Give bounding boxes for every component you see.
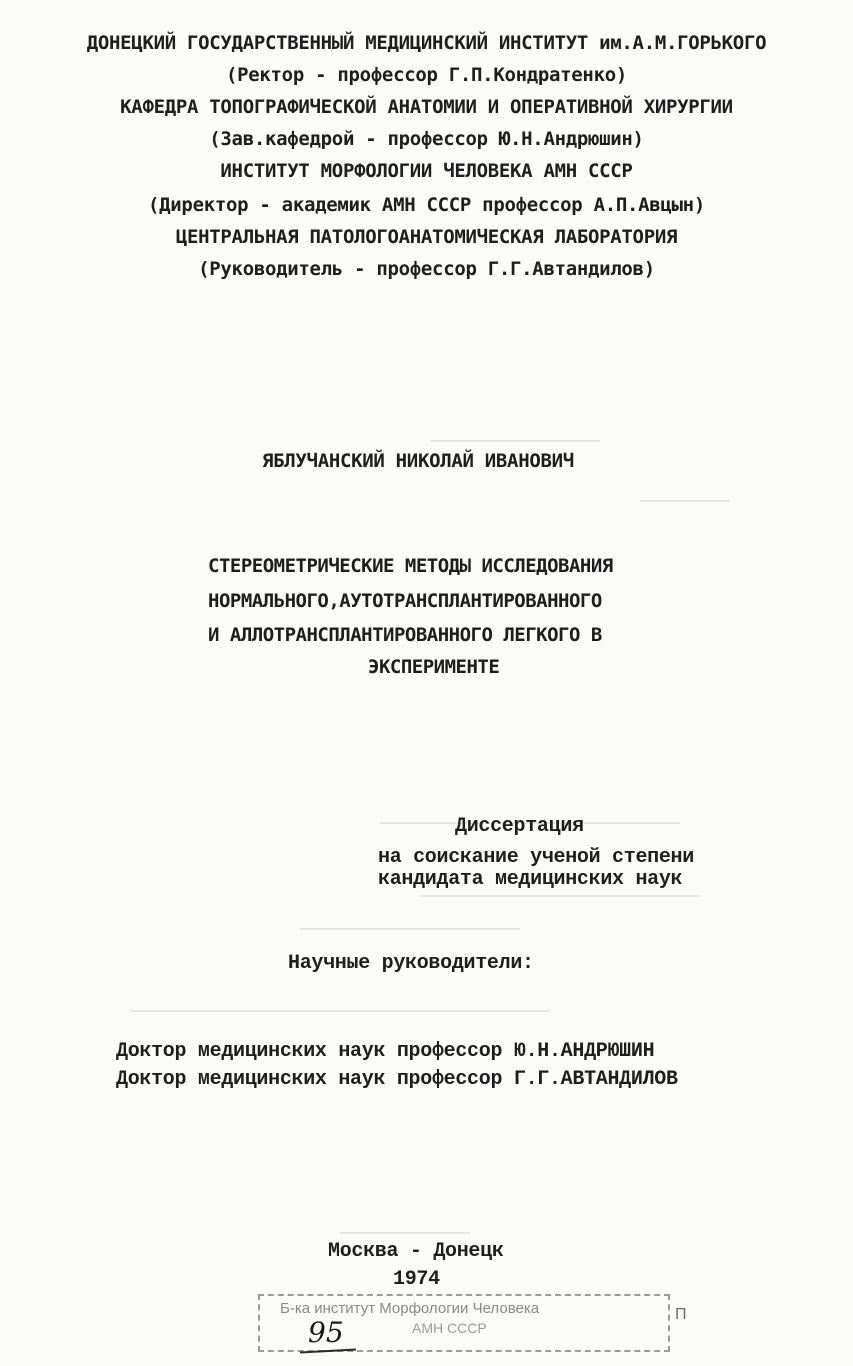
- show-through-mark: [340, 1232, 470, 1234]
- show-through-mark: [300, 928, 520, 930]
- show-through-mark: [420, 895, 700, 897]
- author-name: ЯБЛУЧАНСКИЙ НИКОЛАЙ ИВАНОВИЧ: [262, 450, 574, 472]
- supervisor-1: Доктор медицинских наук профессор Ю.Н.АНДРЮШИН: [116, 1040, 655, 1063]
- dissertation-degree-line-2: кандидата медицинских наук: [378, 868, 683, 891]
- stamp-side-mark: П: [675, 1306, 687, 1323]
- department-name: КАФЕДРА ТОПОГРАФИЧЕСКОЙ АНАТОМИИ И ОПЕРАТИВНОЙ ХИРУРГИИ: [120, 96, 733, 118]
- supervisor-2: Доктор медицинских наук профессор Г.Г.АВТАНДИЛОВ: [116, 1068, 678, 1091]
- handwritten-inventory-number: 95: [308, 1316, 344, 1349]
- title-line-2: НОРМАЛЬНОГО,АУТОТРАНСПЛАНТИРОВАННОГО: [208, 590, 602, 612]
- rector-line: (Ректор - профессор Г.П.Кондратенко): [225, 64, 627, 86]
- library-stamp-subtext: АМН СССР: [412, 1320, 487, 1336]
- show-through-mark: [130, 1010, 550, 1012]
- city-line: Москва - Донецк: [328, 1240, 504, 1263]
- laboratory-name: ЦЕНТРАЛЬНАЯ ПАТОЛОГОАНАТОМИЧЕСКАЯ ЛАБОРАТОРИЯ: [175, 226, 678, 248]
- lab-head-line: (Руководитель - профессор Г.Г.Автандилов): [198, 258, 655, 280]
- title-line-1: СТЕРЕОМЕТРИЧЕСКИЕ МЕТОДЫ ИССЛЕДОВАНИЯ: [208, 555, 613, 577]
- library-stamp-text: Б-ка институт Морфологии Человека: [280, 1300, 540, 1317]
- title-line-4: ЭКСПЕРИМЕНТЕ: [368, 656, 500, 678]
- morphology-institute-name: ИНСТИТУТ МОРФОЛОГИИ ЧЕЛОВЕКА АМН СССР: [220, 160, 633, 182]
- title-line-3: И АЛЛОТРАНСПЛАНТИРОВАННОГО ЛЕГКОГО В: [208, 624, 602, 646]
- show-through-mark: [430, 440, 600, 442]
- year-line: 1974: [393, 1268, 440, 1291]
- institute-name: ДОНЕЦКИЙ ГОСУДАРСТВЕННЫЙ МЕДИЦИНСКИЙ ИНСТИТУТ им.А.М.ГОРЬКОГО: [86, 32, 767, 54]
- department-head-line: (Зав.кафедрой - профессор Ю.Н.Андрюшин): [209, 128, 644, 150]
- dissertation-heading: Диссертация: [455, 815, 584, 838]
- dissertation-degree-line-1: на соискание ученой степени: [378, 846, 694, 869]
- show-through-mark: [640, 500, 730, 502]
- supervisors-heading: Научные руководители:: [288, 952, 534, 975]
- director-line: (Директор - академик АМН СССР профессор А.П.Авцын): [148, 194, 705, 216]
